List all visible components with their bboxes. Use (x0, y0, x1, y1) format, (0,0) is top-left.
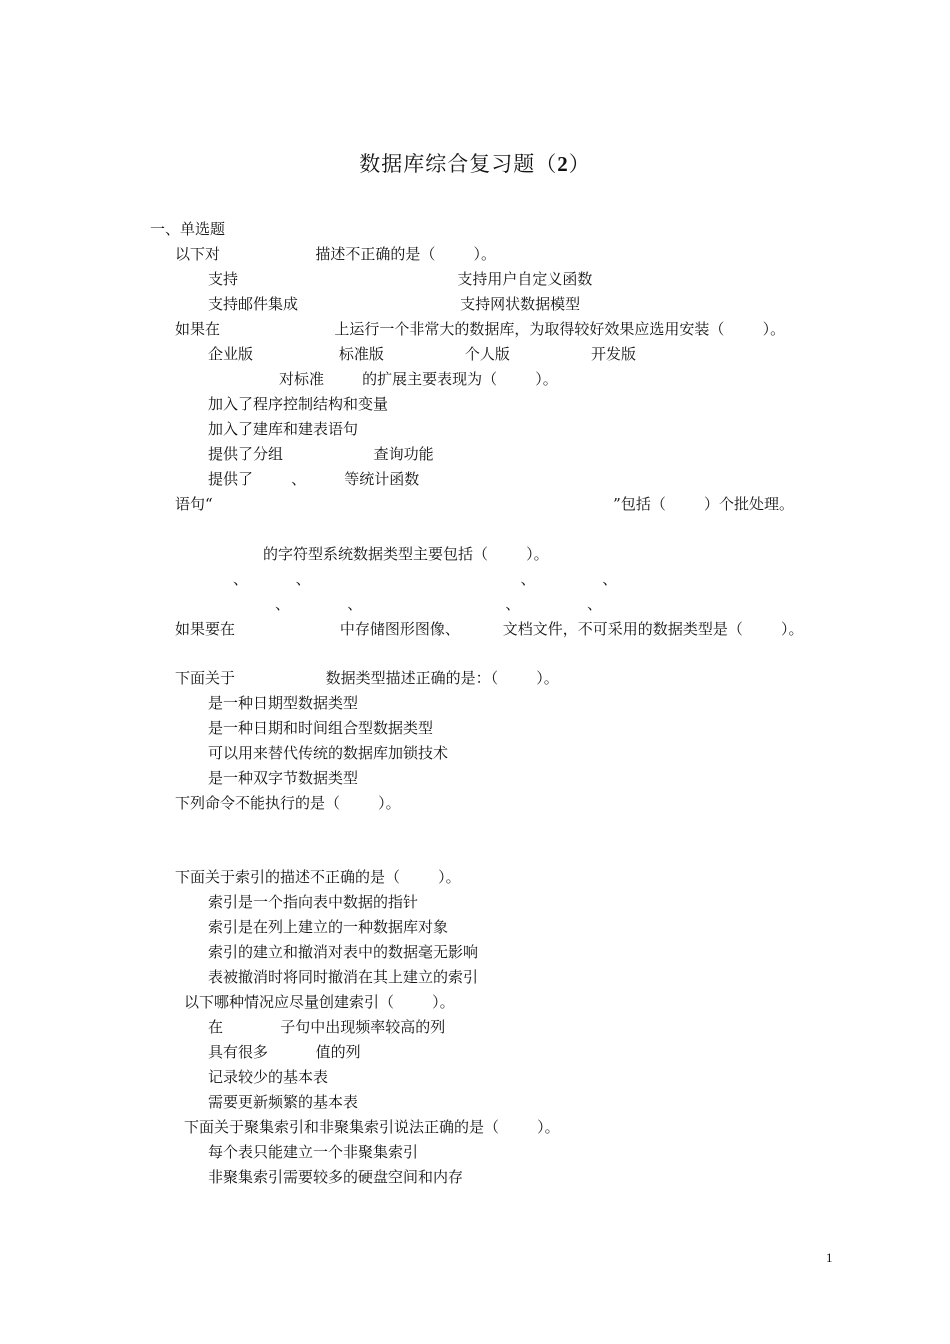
option-line: 支持 支持用户自定义函数 (208, 270, 593, 288)
question-1: 以下对 描述不正确的是（ ）。 (175, 245, 497, 263)
option-line: 每个表只能建立一个非聚集索引 (208, 1143, 419, 1161)
option-line: 是一种日期和时间组合型数据类型 (208, 719, 434, 737)
question-5: 的字符型系统数据类型主要包括（ ）。 (263, 545, 549, 563)
question-10: 以下哪种情况应尽量创建索引（ ）。 (184, 993, 455, 1011)
option-line: 非聚集索引需要较多的硬盘空间和内存 (208, 1168, 464, 1186)
option-line: 是一种日期型数据类型 (208, 694, 359, 712)
question-6: 如果要在 中存储图形图像、 文档文件，不可采用的数据类型是（ ）。 (175, 620, 804, 638)
question-2: 如果在 上运行一个非常大的数据库，为取得较好效果应选用安装（ ）。 (175, 320, 786, 338)
option-line: 具有很多 值的列 (208, 1043, 361, 1061)
question-11: 下面关于聚集索引和非聚集索引说法正确的是（ ）。 (184, 1118, 560, 1136)
question-9: 下面关于索引的描述不正确的是（ ）。 (175, 868, 461, 886)
page-number: 1 (826, 1250, 833, 1265)
option-line: 支持邮件集成 支持网状数据模型 (208, 295, 581, 313)
option-line: 加入了建库和建表语句 (208, 420, 359, 438)
option-line: 需要更新频繁的基本表 (208, 1093, 359, 1111)
option-line: 表被撤消时将同时撤消在其上建立的索引 (208, 968, 479, 986)
question-8: 下列命令不能执行的是（ ）。 (175, 794, 401, 812)
option-line: 索引的建立和撤消对表中的数据毫无影响 (208, 943, 479, 961)
title-close: ） (568, 152, 591, 176)
section-heading: 一、单选题 (150, 220, 226, 238)
option-line: 提供了分组 查询功能 (208, 445, 434, 463)
document-title (0, 148, 950, 178)
option-line: 记录较少的基本表 (208, 1068, 329, 1086)
option-line: 索引是一个指向表中数据的指针 (208, 893, 419, 911)
option-line: 、 、 、 、 (233, 570, 618, 588)
question-7: 下面关于 数据类型描述正确的是：（ ）。 (175, 669, 559, 687)
question-3: 对标准 的扩展主要表现为（ ）。 (279, 370, 558, 388)
option-line: 提供了 、 等统计函数 (208, 470, 420, 488)
option-line: 、 、 、 、 (275, 595, 603, 613)
option-line: 可以用来替代传统的数据库加锁技术 (208, 744, 449, 762)
question-4: 语句“ ”包括（ ）个批处理。 (175, 495, 795, 513)
option-line: 在 子句中出现频率较高的列 (208, 1018, 446, 1036)
option-line: 索引是在列上建立的一种数据库对象 (208, 918, 449, 936)
title-text: 数据库综合复习题（ (359, 152, 558, 176)
title-number: 2 (557, 152, 569, 176)
option-line: 是一种双字节数据类型 (208, 769, 359, 787)
option-line: 加入了程序控制结构和变量 (208, 395, 389, 413)
option-line: 企业版 标准版 个人版 开发版 (208, 345, 636, 363)
